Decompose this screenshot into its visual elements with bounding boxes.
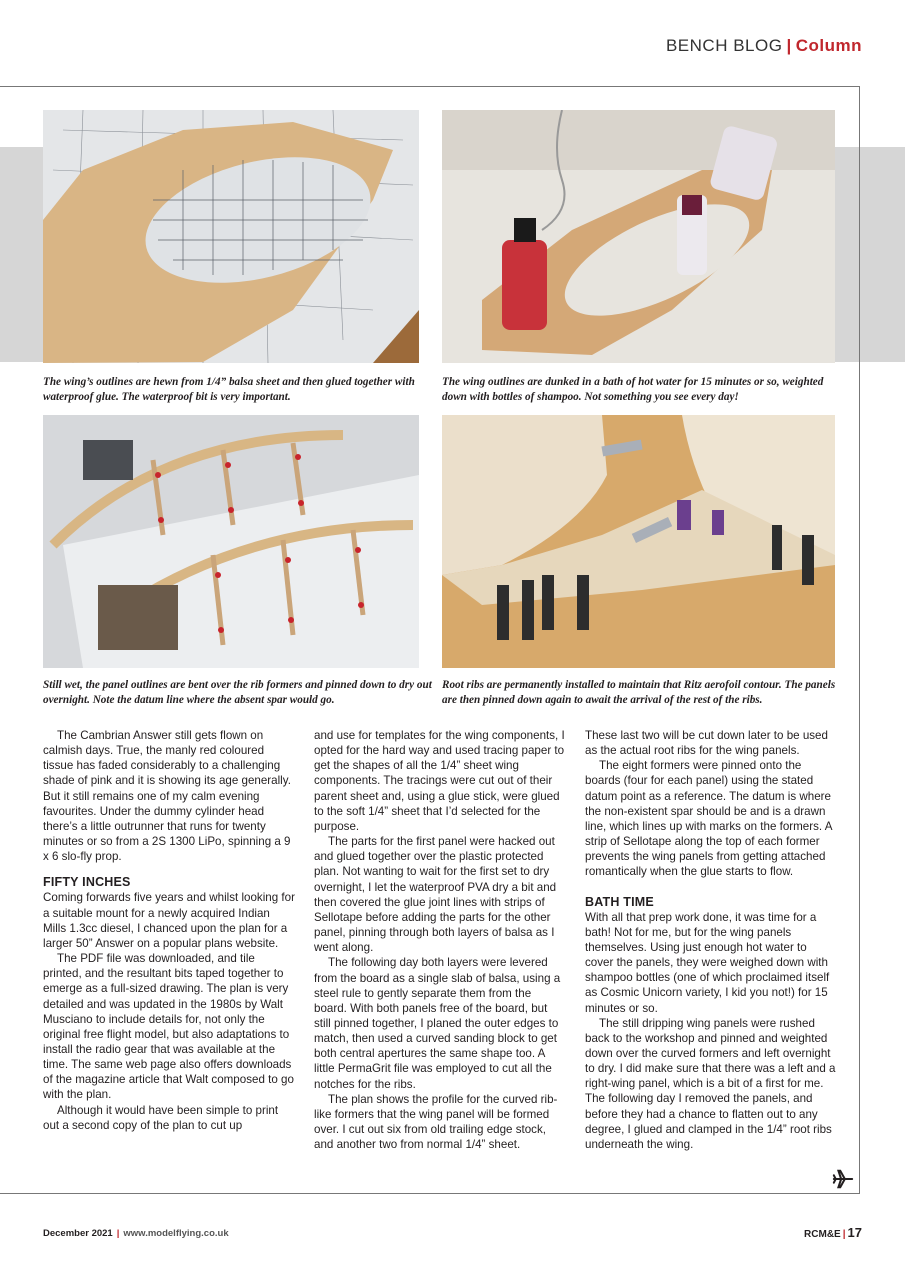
caption-photo4: Root ribs are permanently installed to maintain that Ritz aerofoil contour. The panels are then pinned down again to await the arrival of the rest of the ribs. bbox=[442, 679, 836, 706]
paragraph: The Cambrian Answer still gets flown on calmish days. True, the manly red coloured tissue has faded considerably to a challenging shade of pink and it is showing its age generally. But it still remains one of my calm evening favourites. Under the dummy cylinder head there’s a little outrunner that runs for twenty minutes or so from a 2S 1300 LiPo, spinning a 9 x 6 slo-fly prop. bbox=[43, 729, 291, 864]
subheading-bath-time: BATH TIME bbox=[585, 894, 654, 909]
header-separator: | bbox=[786, 36, 792, 55]
paragraph: Coming forwards five years and whilst looking for a suitable mount for a newly acquired Indian Mills 1.3cc diesel, I chanced upon the plan for a larger 50” Answer on a popular plans website. bbox=[43, 891, 295, 950]
paragraph: The eight formers were pinned onto the boards (four for each panel) using the stated datum point as a reference. The datum is where the non-existent spar should be and is a drawn line, which lines up with marks on the formers. A strip of Sellotape along the top of each former prevents the wing panels from getting attached romantically when the glue starts to flow. bbox=[585, 759, 832, 879]
article-column-2 bbox=[314, 728, 566, 1152]
caption-photo2: The wing outlines are dunked in a bath of hot water for 15 minutes or so, weighted down with bottles of shampoo. Not something you see every day! bbox=[442, 376, 824, 403]
caption-photo1: The wing’s outlines are hewn from 1/4” balsa sheet and then glued together with waterproof glue. The waterproof bit is very important. bbox=[43, 376, 415, 403]
footer-issue bbox=[43, 1228, 229, 1239]
paragraph: These last two will be cut down later to be used as the actual root ribs for the wing panels. bbox=[585, 729, 828, 758]
airplane-icon bbox=[832, 1168, 854, 1190]
subheading-fifty-inches: FIFTY INCHES bbox=[43, 875, 131, 890]
photo-wing-outline-balsa bbox=[43, 110, 419, 363]
photo-wing-bath bbox=[442, 110, 835, 363]
footer-separator: | bbox=[842, 1229, 846, 1240]
paragraph: The still dripping wing panels were rushed back to the workshop and pinned and weighted down over the curved formers and left overnight to dry. I did make sure that there was a left and a right-wing panel, which is a bit of a first for me. The following day I removed the panels, and before they had a chance to flatten out to any degree, I glued and clamped in the 1/4” root ribs underneath the wing. bbox=[585, 1016, 836, 1151]
section-header bbox=[666, 36, 862, 56]
paragraph: The following day both layers were levered from the board as a single slab of balsa, using a steel rule to gently separate them from the board. With both panels free of the board, but still pinned together, I planed the outer edges to match, then used a curved sanding block to get both central apertures the same shape too. A little PermaGrit file was employed to cut all the notches for the ribs. bbox=[314, 956, 561, 1091]
footer-separator: | bbox=[116, 1228, 120, 1239]
section-label: BENCH BLOG bbox=[665, 36, 783, 55]
paragraph: The plan shows the profile for the curved rib-like formers that the wing panel will be formed over. I cut out six from old trailing edge stock, and another two from normal 1/4” sheet. bbox=[314, 1092, 558, 1152]
article-column-3 bbox=[585, 728, 837, 1152]
footer-page bbox=[804, 1225, 862, 1240]
photo-pinned-outlines bbox=[43, 415, 419, 668]
article-column-1 bbox=[43, 728, 295, 1133]
paragraph: Although it would have been simple to print out a second copy of the plan to cut up bbox=[43, 1103, 279, 1132]
paragraph: The parts for the first panel were hacked out and glued together over the plastic protected plan. Not wanting to wait for the first set to dry overnight, I let the waterproof PVA dry a bit and then covered the glue joint lines with strips of Sellotape before adding the parts for the other panel, pinning through both layers of balsa as I went along. bbox=[314, 835, 557, 955]
paragraph: The PDF file was downloaded, and tile printed, and the resultant bits taped together to emerge as a full-sized drawing. The plan is very detailed and was updated in the 1980s by Walt Musciano to include details for, not only the original free flight model, but also adaptations to install the radio gear that was available at the time. The same web page also offers downloads of the magazine article that Walt composed to go with the plan. bbox=[43, 952, 294, 1102]
caption-photo3: Still wet, the panel outlines are bent over the rib formers and pinned down to dry out overnight. Note the datum line where the absent spar would go. bbox=[43, 679, 432, 706]
magazine-name: RCM&E bbox=[804, 1229, 841, 1240]
page-number: 17 bbox=[847, 1225, 862, 1240]
issue-date: December 2021 bbox=[43, 1228, 113, 1239]
website-link[interactable]: www.modelflying.co.uk bbox=[123, 1228, 229, 1239]
column-label: Column bbox=[795, 36, 862, 55]
paragraph: With all that prep work done, it was time for a bath! Not for me, but for the wing panels themselves. Using just enough hot water to cover the panels, they were weighed down with shampoo bottles (one of which proclaimed itself as Cosmic Unicorn variety, I kid you not!) for 15 minutes or so. bbox=[585, 910, 830, 1015]
paragraph: and use for templates for the wing components, I opted for the hard way and used tracing paper to get the shapes of all the 1/4” sheet wing components. The tracings were cut out of their parent sheet and, using a glue stick, were glued to the soft 1/4” sheet that I’d selected for the purpose. bbox=[314, 729, 565, 833]
photo-root-ribs-clamped bbox=[442, 415, 835, 668]
